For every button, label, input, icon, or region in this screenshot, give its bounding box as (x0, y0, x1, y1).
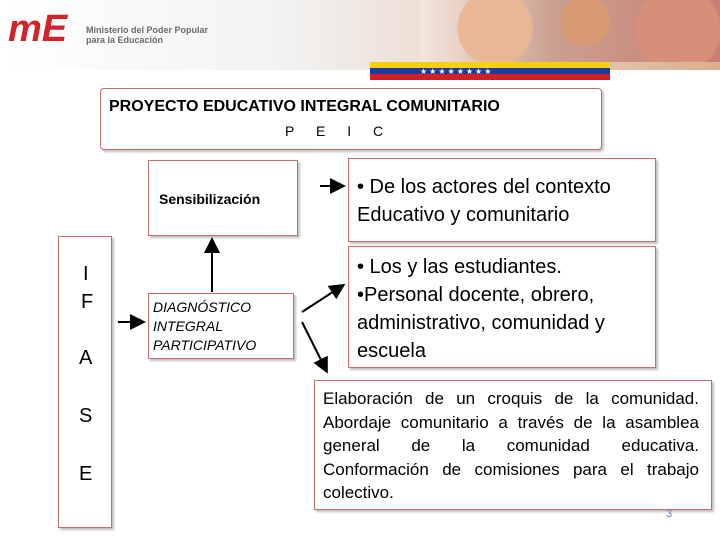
peic-acronym: P E I C (285, 123, 386, 139)
letter-i: I (83, 263, 89, 285)
ministry-line-1: Ministerio del Poder Popular (86, 25, 209, 35)
letter-f: F (81, 291, 94, 313)
arrow-to-estudiantes (302, 286, 342, 312)
diagnostico-line-1: DIAGNÓSTICO (153, 299, 252, 315)
letter-e: E (79, 463, 93, 485)
slide-title: PROYECTO EDUCATIVO INTEGRAL COMUNITARIO (109, 98, 500, 115)
estudiantes-line-1: • Los y las estudiantes. (357, 256, 562, 278)
letter-a: A (79, 347, 93, 369)
page-number: 3 (666, 508, 673, 520)
elaboracion-text: Elaboración de un croquis de la comunidad. Abordaje comunitario a través de la asamblea general de la comunidad educativa. Conformación de comisiones para el trabajo colectivo. (323, 389, 699, 502)
flag-stars: ★★★★★★★★ (420, 67, 494, 76)
diagnostico-line-2: INTEGRAL (153, 318, 224, 334)
diagnostico-line-3: PARTICIPATIVO (153, 337, 257, 353)
sensibilizacion-label: Sensibilización (159, 191, 261, 207)
ministry-line-2: para la Educación (86, 35, 164, 45)
letter-s: S (79, 405, 93, 427)
logo-text: mE (8, 10, 68, 46)
arrow-to-elaboracion (302, 322, 326, 370)
estudiantes-line-2: •Personal docente, obrero, administrativo, comunidad y escuela (357, 284, 605, 362)
actores-text: • De los actores del contexto Educativo y comunitario (357, 176, 611, 226)
